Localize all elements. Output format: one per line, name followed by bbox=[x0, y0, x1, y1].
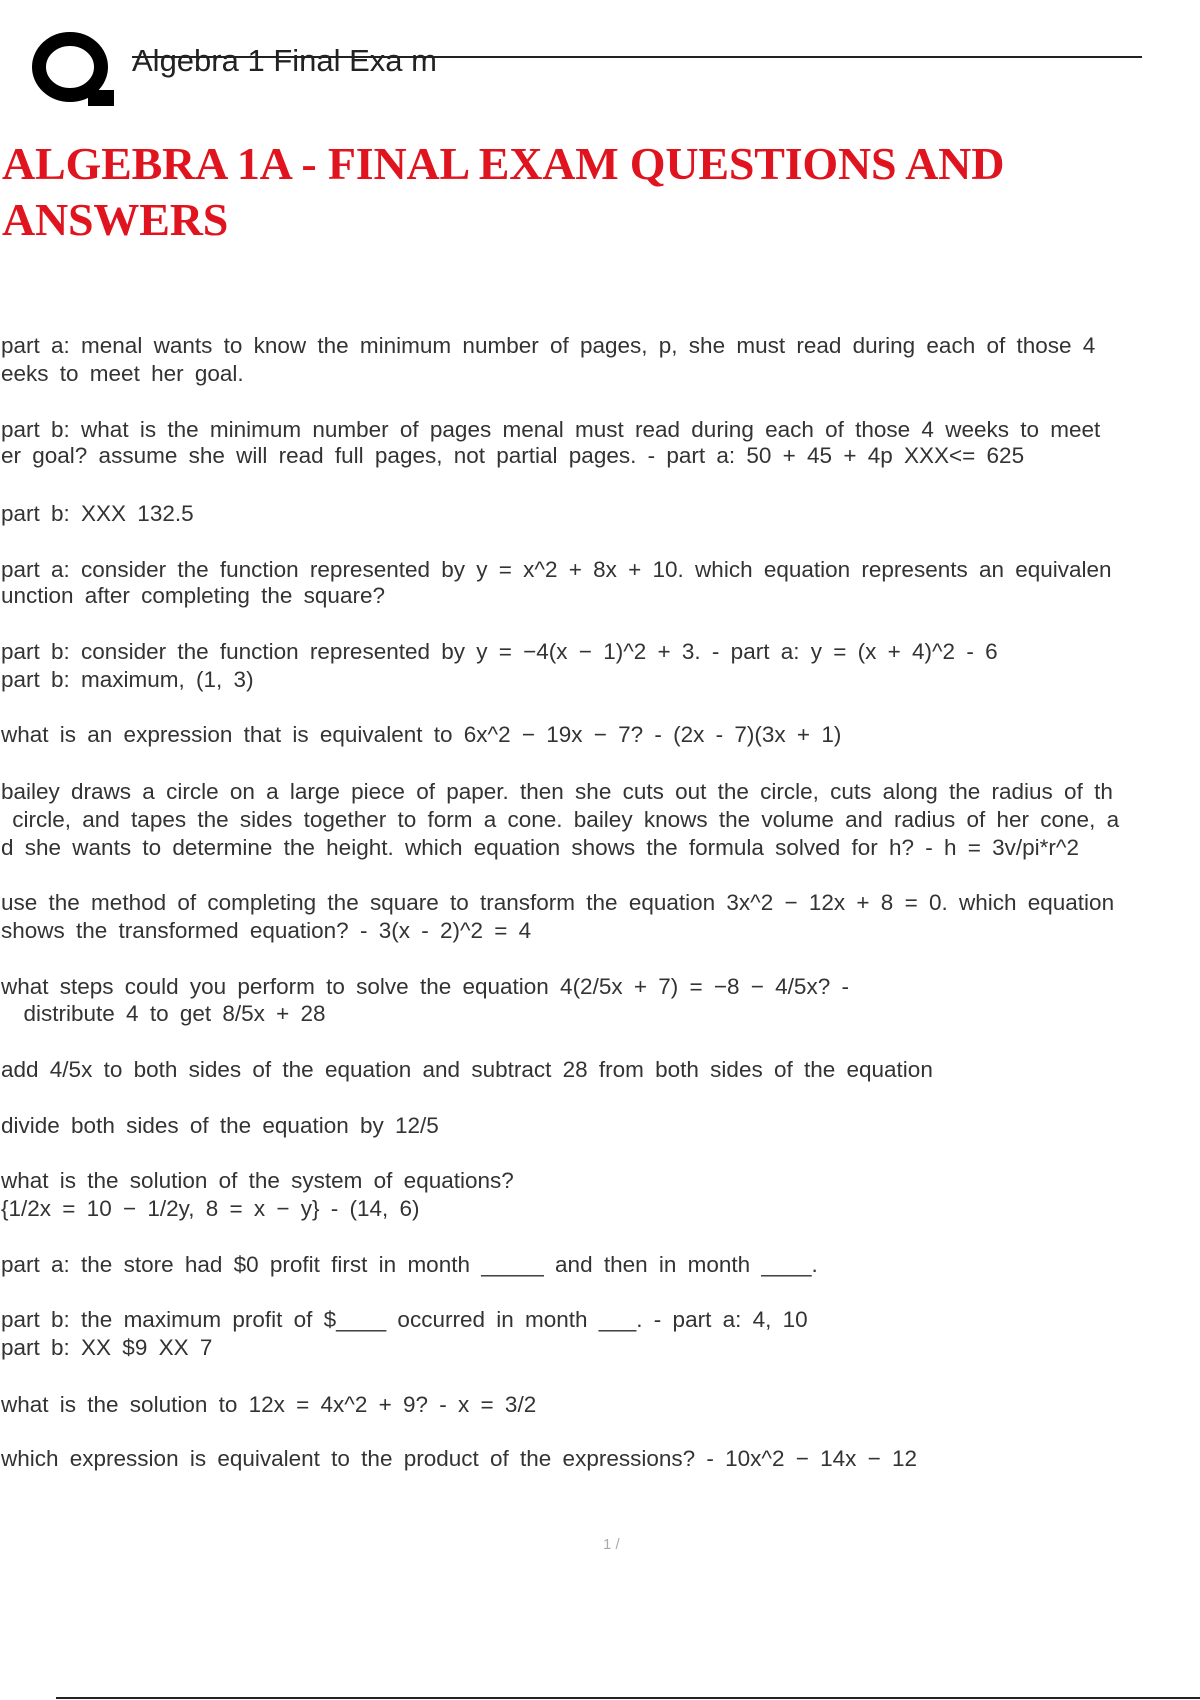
text-line: divide both sides of the equation by 12/5 bbox=[1, 1113, 439, 1138]
text-line: part a: the store had $0 profit first in month _____ and then in month ____. bbox=[1, 1252, 818, 1277]
text-line: part b: consider the function represented by y = −4(x − 1)^2 + 3. - part a: y = (x + 4)^2 - 6 bbox=[1, 639, 998, 664]
text-line: bailey draws a circle on a large piece of paper. then she cuts out the circle, cuts along the radius of th bbox=[1, 779, 1113, 804]
text-line: what is the solution to 12x = 4x^2 + 9? - x = 3/2 bbox=[1, 1392, 537, 1417]
footer-divider bbox=[56, 1697, 1200, 1699]
text-line: part b: XX $9 XX 7 bbox=[1, 1335, 213, 1360]
text-line: add 4/5x to both sides of the equation and subtract 28 from both sides of the equation bbox=[1, 1057, 933, 1082]
document-title: Algebra 1 Final Exa m bbox=[132, 43, 437, 78]
text-line: what is the solution of the system of equations? bbox=[1, 1168, 514, 1193]
header-divider bbox=[132, 56, 1142, 58]
page-number: 1 / bbox=[603, 1536, 620, 1553]
text-line: d she wants to determine the height. which equation shows the formula solved for h? - h = 3v/pi*r^2 bbox=[1, 835, 1079, 860]
q-logo-icon bbox=[30, 30, 115, 112]
page-title: ALGEBRA 1A - FINAL EXAM QUESTIONS AND ANSWERS bbox=[2, 138, 1005, 245]
text-line: distribute 4 to get 8/5x + 28 bbox=[1, 1001, 326, 1026]
text-line: shows the transformed equation? - 3(x - 2)^2 = 4 bbox=[1, 918, 532, 943]
text-line: part b: the maximum profit of $____ occurred in month ___. - part a: 4, 10 bbox=[1, 1307, 808, 1332]
text-line: part b: maximum, (1, 3) bbox=[1, 667, 254, 692]
text-line: part a: consider the function represented by y = x^2 + 8x + 10. which equation represents an equivalen bbox=[1, 557, 1112, 582]
text-line: what is an expression that is equivalent to 6x^2 − 19x − 7? - (2x - 7)(3x + 1) bbox=[1, 722, 842, 747]
text-line: unction after completing the square? bbox=[1, 583, 385, 608]
text-line: part b: what is the minimum number of pages menal must read during each of those 4 weeks to meet bbox=[1, 417, 1101, 442]
text-line: what steps could you perform to solve the equation 4(2/5x + 7) = −8 − 4/5x? - bbox=[1, 974, 849, 999]
text-line: {1/2x = 10 − 1/2y, 8 = x − y} - (14, 6) bbox=[1, 1196, 420, 1221]
text-line: part b: XXX 132.5 bbox=[1, 501, 194, 526]
text-line: er goal? assume she will read full pages, not partial pages. - part a: 50 + 45 + 4p XXX<= 625 bbox=[1, 443, 1025, 468]
text-line: part a: menal wants to know the minimum number of pages, p, she must read during each of those 4 bbox=[1, 333, 1096, 358]
text-line: use the method of completing the square to transform the equation 3x^2 − 12x + 8 = 0. which equation bbox=[1, 890, 1115, 915]
text-line: which expression is equivalent to the product of the expressions? - 10x^2 − 14x − 12 bbox=[1, 1446, 918, 1471]
text-line: circle, and tapes the sides together to form a cone. bailey knows the volume and radius of her cone, a bbox=[1, 807, 1120, 832]
text-line: eeks to meet her goal. bbox=[1, 361, 244, 386]
